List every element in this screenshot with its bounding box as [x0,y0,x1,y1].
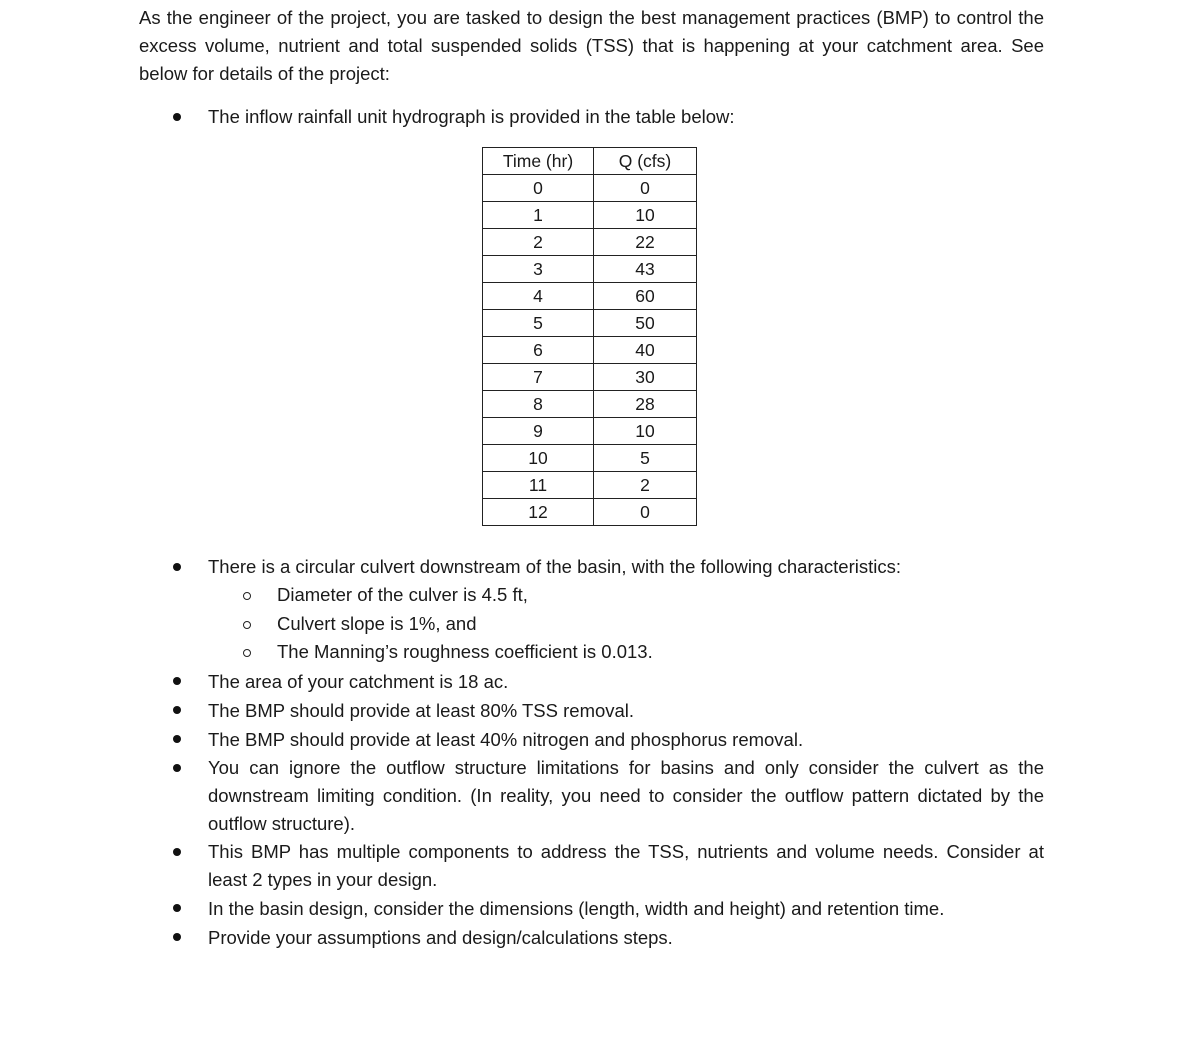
culvert-item-diameter: Diameter of the culver is 4.5 ft, [0,581,1179,610]
bullet-list-top [0,103,1179,131]
header-time: Time (hr) [483,148,594,175]
table-row [483,445,697,472]
culvert-item-slope: Culvert slope is 1%, and [0,610,1179,639]
culvert-sublist [0,581,1179,667]
bullet-components: This BMP has multiple components to address the TSS, nutrients and volume needs. Consider at least 2 types in your design. [0,838,1044,894]
time-cell: 5 [483,310,594,337]
bullet-basin-design: In the basin design, consider the dimensions (length, width and height) and retention time. [0,894,1044,923]
table-row [483,310,697,337]
hydrograph-table [482,147,697,526]
q-cell: 22 [594,229,697,256]
bullet-outflow: You can ignore the outflow structure limitations for basins and only consider the culvert as the downstream limiting condition. (In reality, you need to consider the outflow pattern dictated by the outflow structure). [0,754,1044,838]
table-row [483,202,697,229]
time-cell: 8 [483,391,594,418]
table-row [483,418,697,445]
q-cell: 60 [594,283,697,310]
intro-paragraph: As the engineer of the project, you are tasked to design the best management practices (BMP) to control the excess volume, nutrient and total suspended solids (TSS) that is happening at your catchment area. See below for details of the project: [139,7,1044,84]
time-cell: 6 [483,337,594,364]
culvert-sublist-wrapper [0,581,1179,667]
bullet-assumptions: Provide your assumptions and design/calculations steps. [0,923,1044,952]
table-row [483,175,697,202]
table-row [483,283,697,310]
q-cell: 2 [594,472,697,499]
table-row [483,499,697,526]
culvert-item-manning: The Manning’s roughness coefficient is 0.013. [0,638,1179,667]
table-row [483,337,697,364]
bullet-list-bottom [0,553,1179,952]
q-cell: 0 [594,175,697,202]
q-cell: 10 [594,418,697,445]
culvert-intro: There is a circular culvert downstream of the basin, with the following characteristics: [208,556,902,577]
time-cell: 11 [483,472,594,499]
time-cell: 3 [483,256,594,283]
table-row [483,229,697,256]
q-cell: 0 [594,499,697,526]
q-cell: 10 [594,202,697,229]
table-row [483,364,697,391]
q-cell: 30 [594,364,697,391]
time-cell: 10 [483,445,594,472]
time-cell: 2 [483,229,594,256]
time-cell: 0 [483,175,594,202]
table-header-row [483,148,697,175]
table-row [483,391,697,418]
bullet-tss: The BMP should provide at least 80% TSS removal. [0,696,1044,725]
time-cell: 9 [483,418,594,445]
q-cell: 5 [594,445,697,472]
bullet-area: The area of your catchment is 18 ac. [0,667,1044,696]
bullet-culvert [0,553,1044,581]
bullet-hydrograph: The inflow rainfall unit hydrograph is provided in the table below: [0,103,1044,131]
time-cell: 1 [483,202,594,229]
q-cell: 40 [594,337,697,364]
time-cell: 12 [483,499,594,526]
time-cell: 7 [483,364,594,391]
time-cell: 4 [483,283,594,310]
bullet-nutrients: The BMP should provide at least 40% nitrogen and phosphorus removal. [0,725,1044,754]
table-row [483,256,697,283]
table-row [483,472,697,499]
q-cell: 43 [594,256,697,283]
q-cell: 28 [594,391,697,418]
q-cell: 50 [594,310,697,337]
header-q: Q (cfs) [594,148,697,175]
